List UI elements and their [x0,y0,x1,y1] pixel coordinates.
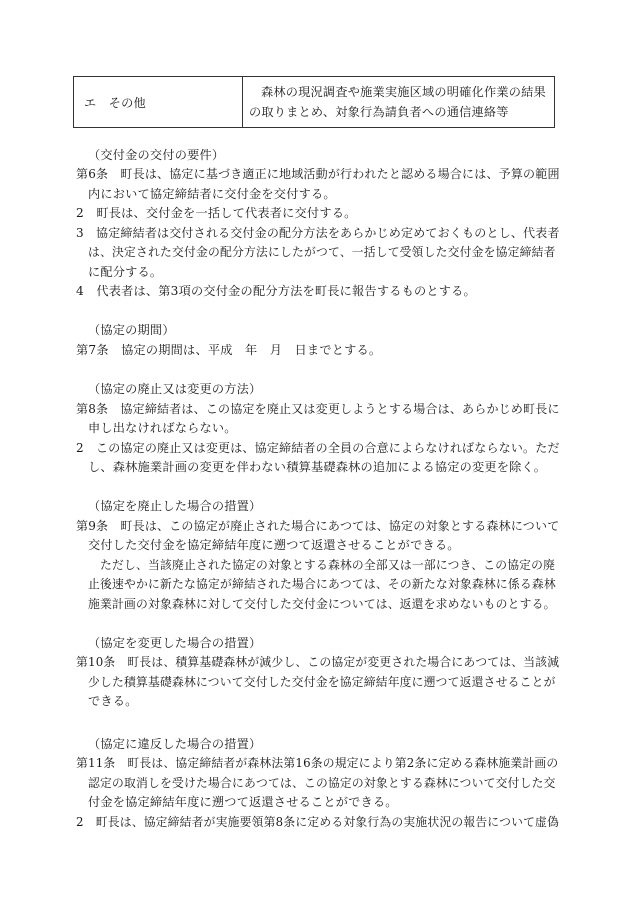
table-row [74,77,555,128]
article-9-proviso: ただし、当該廃止された協定の対象とする森林の全部又は一部につき、この協定の廃 [100,558,556,572]
section-heading-measures-on-abolition: （協定を廃止した場合の措置） [88,499,262,513]
article-9-text: 第9条 町長は、この協定が廃止された場合にあつては、協定の対象とする森林について [76,519,560,533]
article-11-para-2: 2 町長は、協定締結者が実施要領第8条に定める対象行為の実施状況の報告について虚偽 [76,815,560,829]
article-10-text: 第10条 町長は、積算基礎森林が減少し、この協定が変更された場合にあつては、当該減 [76,655,560,669]
article-11-text: 第11条 町長は、協定締結者が森林法第16条の規定により第2条に定める森林施業計画の [76,756,559,770]
article-7-text: 第7条 協定の期間は、平成 年 月 日までとする。 [76,343,382,357]
article-8-text-cont: 申し出なければならない。 [88,421,237,435]
section-heading-abolition-change-method: （協定の廃止又は変更の方法） [88,382,262,396]
article-6-para-4: 4 代表者は、第3項の交付金の配分方法を町長に報告するものとする。 [76,284,476,298]
article-8-para-2-cont: し、森林施業計画の変更を伴わない積算基礎森林の追加による協定の変更を除く。 [88,460,547,474]
section-heading-measures-on-violation: （協定に違反した場合の措置） [88,737,262,751]
article-8-para-2: 2 この協定の廃止又は変更は、協定締結者の全員の合意によらなければならない。ただ [76,441,560,455]
article-8-text: 第8条 協定締結者は、この協定を廃止又は変更しようとする場合は、あらかじめ町長に [76,402,560,416]
table-cell-description: 森林の現況調査や施業実施区域の明確化作業の結果の取りまとめ、対象行為請負者への通信連絡等 [243,77,555,128]
article-6-text: 第6条 町長は、協定に基づき適正に地域活動が行われたと認める場合には、予算の範囲 [76,167,560,181]
article-6-para-3: 3 協定締結者は交付される交付金の配分方法をあらかじめ定めておくものとし、代表者 [76,226,560,240]
section-heading-grant-requirements: （交付金の交付の要件） [88,148,225,162]
article-9-proviso-cont: 施業計画の対象森林に対して交付した交付金については、返還を求めないものとする。 [88,597,556,611]
article-9-proviso-cont: 止後速やかに新たな協定が締結された場合にあつては、その新たな対象森林に係る森林 [88,577,556,591]
article-6-para-3-cont: は、決定された交付金の配分方法にしたがつて、一括して受領した交付金を協定締結者 [88,245,556,259]
article-11-text-cont: 認定の取消しを受けた場合にあつては、この協定の対象とする森林について交付した交 [88,776,556,790]
article-10-text-cont: 少した積算基礎森林について交付した交付金を協定締結年度に遡つて返還させることが [88,675,556,689]
article-6-para-2: 2 町長は、交付金を一括して代表者に交付する。 [76,206,357,220]
section-heading-measures-on-change: （協定を変更した場合の措置） [88,636,262,650]
article-11-text-cont: 付金を協定締結年度に遡つて返還させることができる。 [88,795,398,809]
activity-table [73,76,555,128]
article-9-text-cont: 交付した交付金を協定締結年度に遡つて返還させることができる。 [88,538,460,552]
article-6-para-3-cont: に配分する。 [88,265,163,279]
article-10-text-cont: できる。 [88,694,138,708]
section-heading-agreement-period: （協定の期間） [88,323,175,337]
article-6-text-cont: 内において協定締結者に交付金を交付する。 [88,187,336,201]
table-cell-label: エ その他 [74,77,243,128]
